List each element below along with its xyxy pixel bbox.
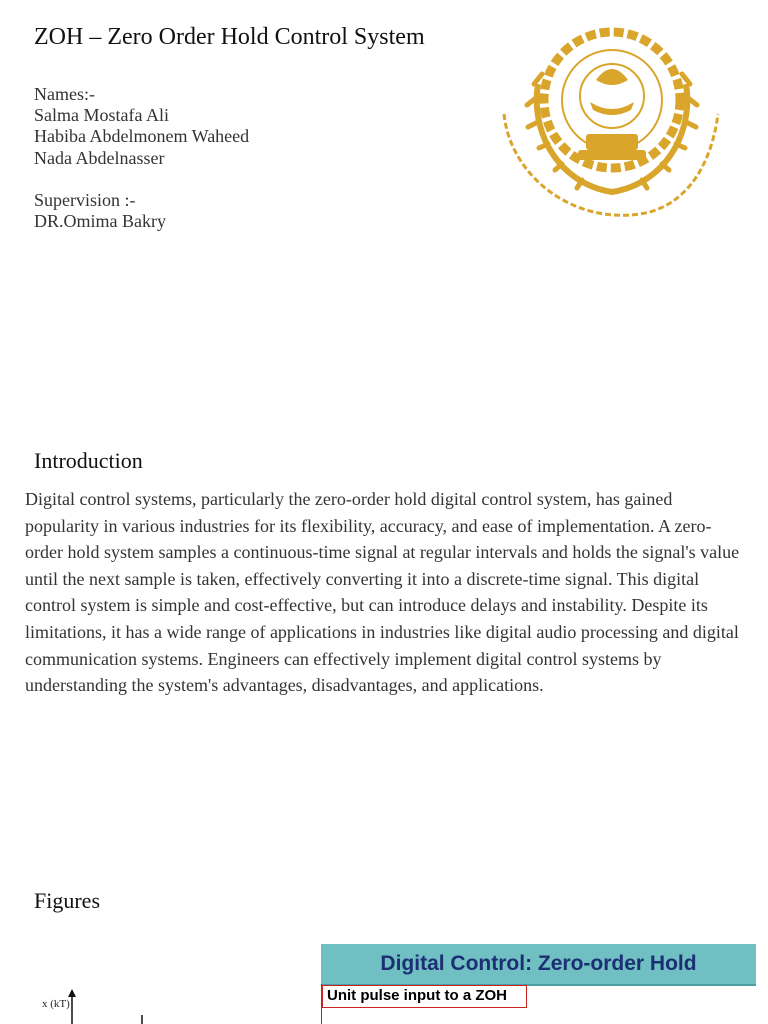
author-name: Salma Mostafa Ali (34, 105, 169, 126)
zoh-slide-figure (321, 944, 756, 1024)
y-axis-arrow (30, 985, 180, 1024)
introduction-paragraph: Digital control systems, particularly the zero-order hold digital control system, has gained popularity in various industries for its flexibility, accuracy, and ease of implementation. A zero-order hold system samples a continuous-time signal at regular intervals and holds the signal's value until the next sample is taken, effectively converting it into a discrete-time signal. This digital control system is simple and cost-effective, but can introduce delays and instability. Despite its limitations, it has a wide range of applications in industries like digital audio processing and digital communication systems. Engineers can effectively implement digital control systems by understanding the system's advantages, disadvantages, and applications. (25, 489, 740, 696)
names-label: Names:- (34, 84, 95, 104)
unit-pulse-label: Unit pulse input to a ZOH (322, 985, 527, 1008)
figures-heading: Figures (34, 888, 100, 913)
spacer (34, 169, 249, 190)
zoh-signal-figure (30, 985, 180, 1024)
supervisor-name: DR.Omima Bakry (34, 211, 166, 232)
document-title: ZOH – Zero Order Hold Control System (34, 24, 425, 50)
university-logo-seal (490, 14, 730, 226)
author-name: Nada Abdelnasser (34, 147, 165, 168)
author-block (34, 84, 249, 232)
supervision-label: Supervision :- (34, 189, 136, 210)
author-name: Habiba Abdelmonem Waheed (34, 126, 250, 147)
introduction-heading: Introduction (34, 448, 143, 473)
axis-label: x (kT) (42, 998, 70, 1010)
slide-header: Digital Control: Zero-order Hold (321, 944, 756, 986)
